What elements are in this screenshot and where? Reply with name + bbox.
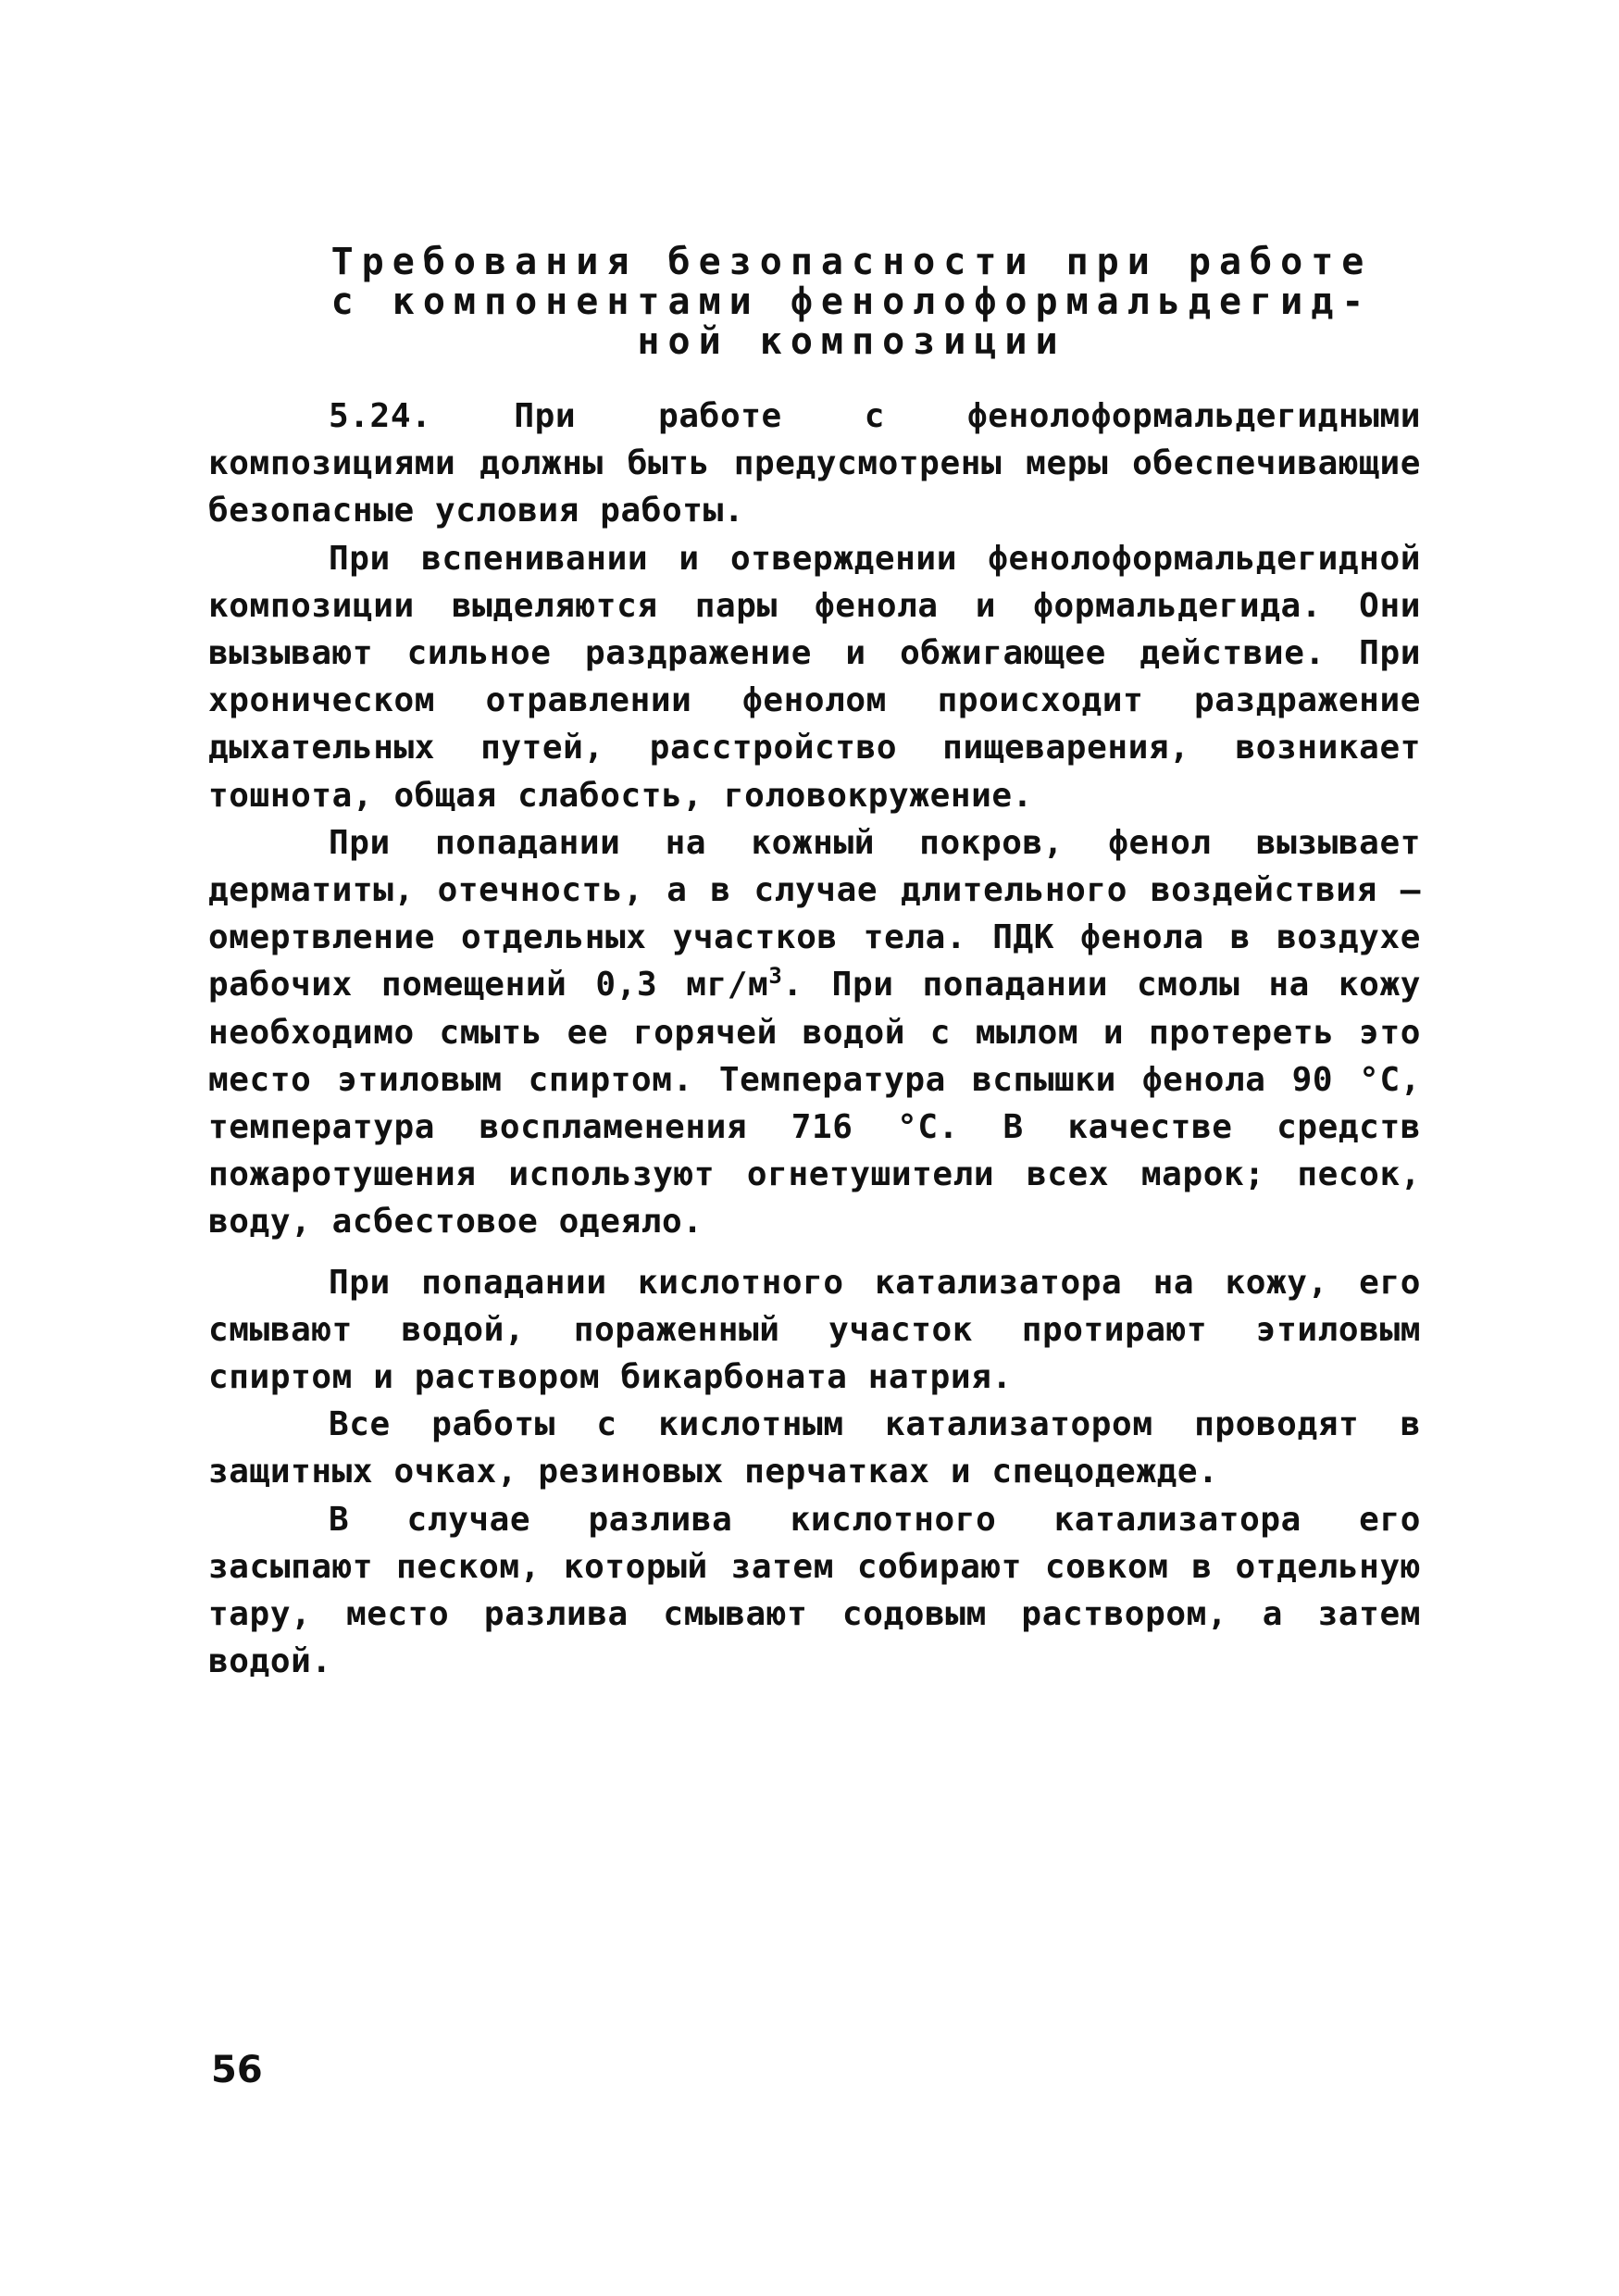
heading-line-2: с компонентами фенолоформальдегид- xyxy=(330,281,1373,323)
superscript-3: 3 xyxy=(768,963,783,990)
paragraph-text: При попадании кислотного катализатора на кожу, его смывают водой, пораженный участок протирают этиловым спиртом и раствором бикарбоната натрия. xyxy=(208,1263,1421,1397)
paragraph-5-24 xyxy=(208,393,1421,535)
paragraph-phenol-vapours xyxy=(208,535,1421,819)
paragraph-text: При попадании на кожный покров, фенол вызывает дерматиты, отечность, а в случае длительного воздействия – омертвление отдельных участков тела. ПДК фенола в воздухе рабочих помещений 0,3 мг/м xyxy=(208,823,1421,1004)
paragraph-spill xyxy=(208,1496,1421,1686)
document-body xyxy=(208,393,1421,1685)
section-heading xyxy=(305,243,1398,362)
paragraph-protective-equipment xyxy=(208,1401,1421,1495)
heading-line-1: Требования безопасности при работе xyxy=(330,241,1373,283)
paragraph-skin-contact xyxy=(208,819,1421,1246)
heading-line-3: ной композиции xyxy=(637,320,1066,363)
paragraph-text: Все работы с кислотным катализатором проводят в защитных очках, резиновых перчатках и спецодежде. xyxy=(208,1405,1421,1491)
paragraph-text: При работе с фенолоформальдегидными композициями должны быть предусмотрены меры обеспечивающие безопасные условия работы. xyxy=(208,397,1421,530)
paragraph-text-continued: . При попадании смолы на кожу необходимо смыть ее горячей водой с мылом и протереть это место этиловым спиртом. Температура вспышки фенола 90 °С, температура воспламенения 716 °С. В качестве средств пожаротушения используют огнетушители всех марок; песок, воду, асбестовое одеяло. xyxy=(208,966,1421,1242)
paragraph-text: В случае разлива кислотного катализатора его засыпают песком, который затем собирают совком в отдельную тару, место разлива смывают содовым раствором, а затем водой. xyxy=(208,1500,1421,1681)
paragraph-acid-catalyst-skin xyxy=(208,1259,1421,1402)
paragraph-text: При вспенивании и отверждении фенолоформальдегидной композиции выделяются пары фенола и формальдегида. Они вызывают сильное раздражение и обжигающее действие. При хроническом отравлении фенолом происходит раздражение дыхательных путей, расстройство пищеварения, возникает тошнота, общая слабость, головокружение. xyxy=(208,539,1421,815)
page-number: 56 xyxy=(211,2049,263,2091)
clause-number: 5.24. xyxy=(329,397,432,435)
